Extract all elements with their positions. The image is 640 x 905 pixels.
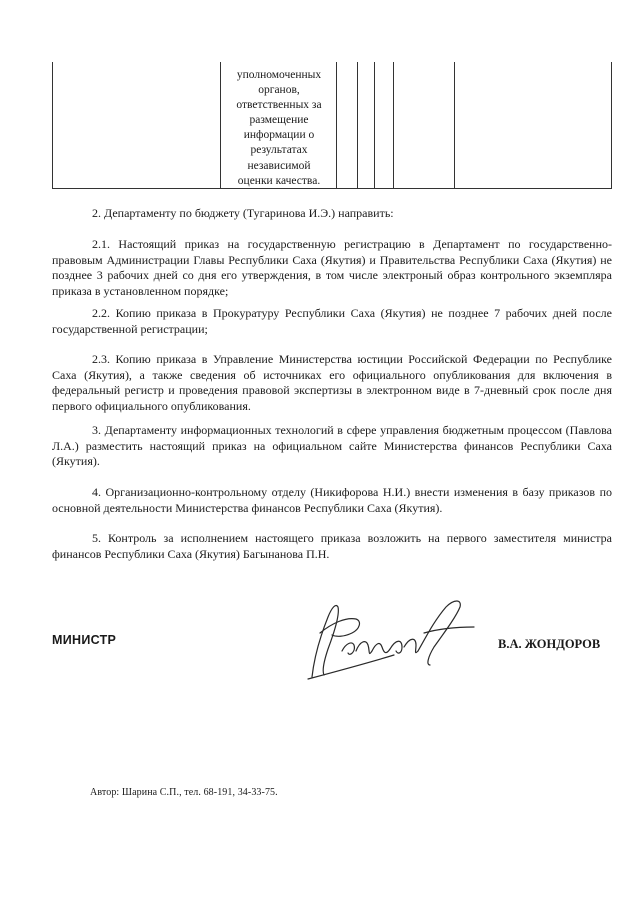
signature-title: МИНИСТР — [52, 633, 117, 647]
paragraph-2-2: 2.2. Копию приказа в Прокуратуру Республики Саха (Якутия) не позднее 7 рабочих дней после государственной регистрации; — [52, 306, 612, 336]
table-cell-line: размещение — [249, 114, 309, 127]
table-cell-line: оценки качества. — [237, 174, 321, 187]
paragraph-5: 5. Контроль за исполнением настоящего приказа возложить на первого заместителя министра финансов Республики Саха (Якутия) Багынанова П.Н. — [52, 531, 612, 561]
table-cell-line: уполномоченных — [236, 69, 322, 81]
paragraph-2: 2. Департаменту по бюджету (Тугаринова И.Э.) направить: — [92, 206, 394, 220]
continuation-table — [52, 62, 612, 189]
paragraph-3: 3. Департаменту информационных технологий в сфере управления бюджетным процессом (Павлова Л.А.) разместить настоящий приказ на официальном сайте Министерства финансов Республики Саха (Якутия). — [52, 423, 612, 469]
paragraph-2-1: 2.1. Настоящий приказ на государственную регистрацию в Департамент по государственно-правовым Администрации Главы Республики Саха (Якутия) и Правительства Республики Саха (Якутия) не позднее 3 рабочих дней со дня его утверждения, в том числе электроный образ контрольного экземпляра приказа в установленном порядке; — [52, 237, 612, 298]
table-cell-line: результатах — [250, 144, 308, 157]
signatory-name: В.А. ЖОНДОРОВ — [498, 637, 601, 651]
table-cell-line: органов, — [258, 84, 300, 97]
handwritten-signature — [298, 593, 480, 683]
paragraph-2-3: 2.3. Копию приказа в Управление Министерства юстиции Российской Федерации по Республике Саха (Якутия), а также сведения об источниках его официального опубликования для включения в федеральный регистр и проведения правовой экспертизы в электронном виде в 7-дневный срок после дня первого официального опубликования. — [52, 352, 612, 413]
table-cell-line: ответственных за — [236, 99, 322, 112]
table-cell-line: независимой — [247, 159, 311, 172]
table-cell-text — [224, 68, 334, 189]
paragraph-4: 4. Организационно-контрольному отделу (Никифорова Н.И.) внести изменения в базу приказов по основной деятельности Министерства финансов Республики Саха (Якутия). — [52, 485, 612, 515]
table-cell-line: информации о — [243, 129, 315, 142]
author-line: Автор: Шарина С.П., тел. 68-191, 34-33-75. — [90, 787, 278, 798]
